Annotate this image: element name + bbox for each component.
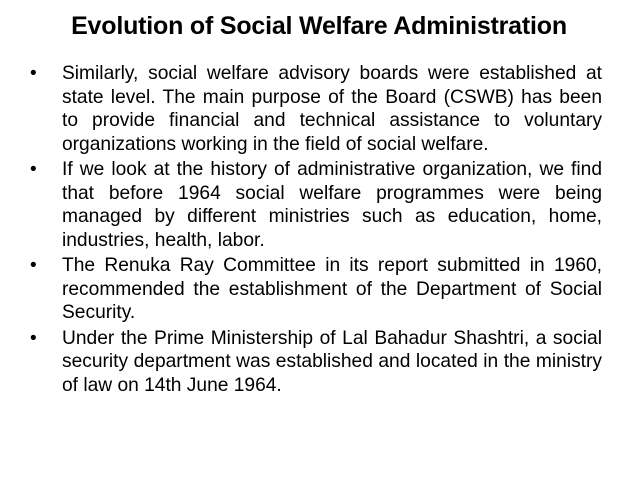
bullet-item [30,62,602,156]
bullet-dot-icon: • [30,63,37,84]
bullet-dot-icon: • [30,327,37,349]
bullet-text: If we look at the history of administrative organization, we find that before 1964 social welfare programmes were being managed by different ministries such as education, home, industries, health, labor. [62,159,602,251]
bullet-item [30,254,602,325]
bullet-text: The Renuka Ray Committee in its report submitted in 1960, recommended the establishment of the Department of Social Security. [62,255,602,323]
bullet-text: Under the Prime Ministership of Lal Bahadur Shashtri, a social security department was established and located in the ministry of law on 14th June 1964. [62,327,602,396]
bullet-dot-icon: • [30,255,37,276]
bullet-item [30,158,602,252]
bullet-text: Similarly, social welfare advisory boards were established at state level. The main purpose of the Board (CSWB) has been to provide financial and technical assistance to voluntary organizations working in the field of social welfare. [62,63,602,155]
slide-title: Evolution of Social Welfare Administration [71,12,567,40]
bullet-item [30,327,602,398]
bullet-dot-icon: • [30,159,37,180]
bullet-list [30,62,602,399]
